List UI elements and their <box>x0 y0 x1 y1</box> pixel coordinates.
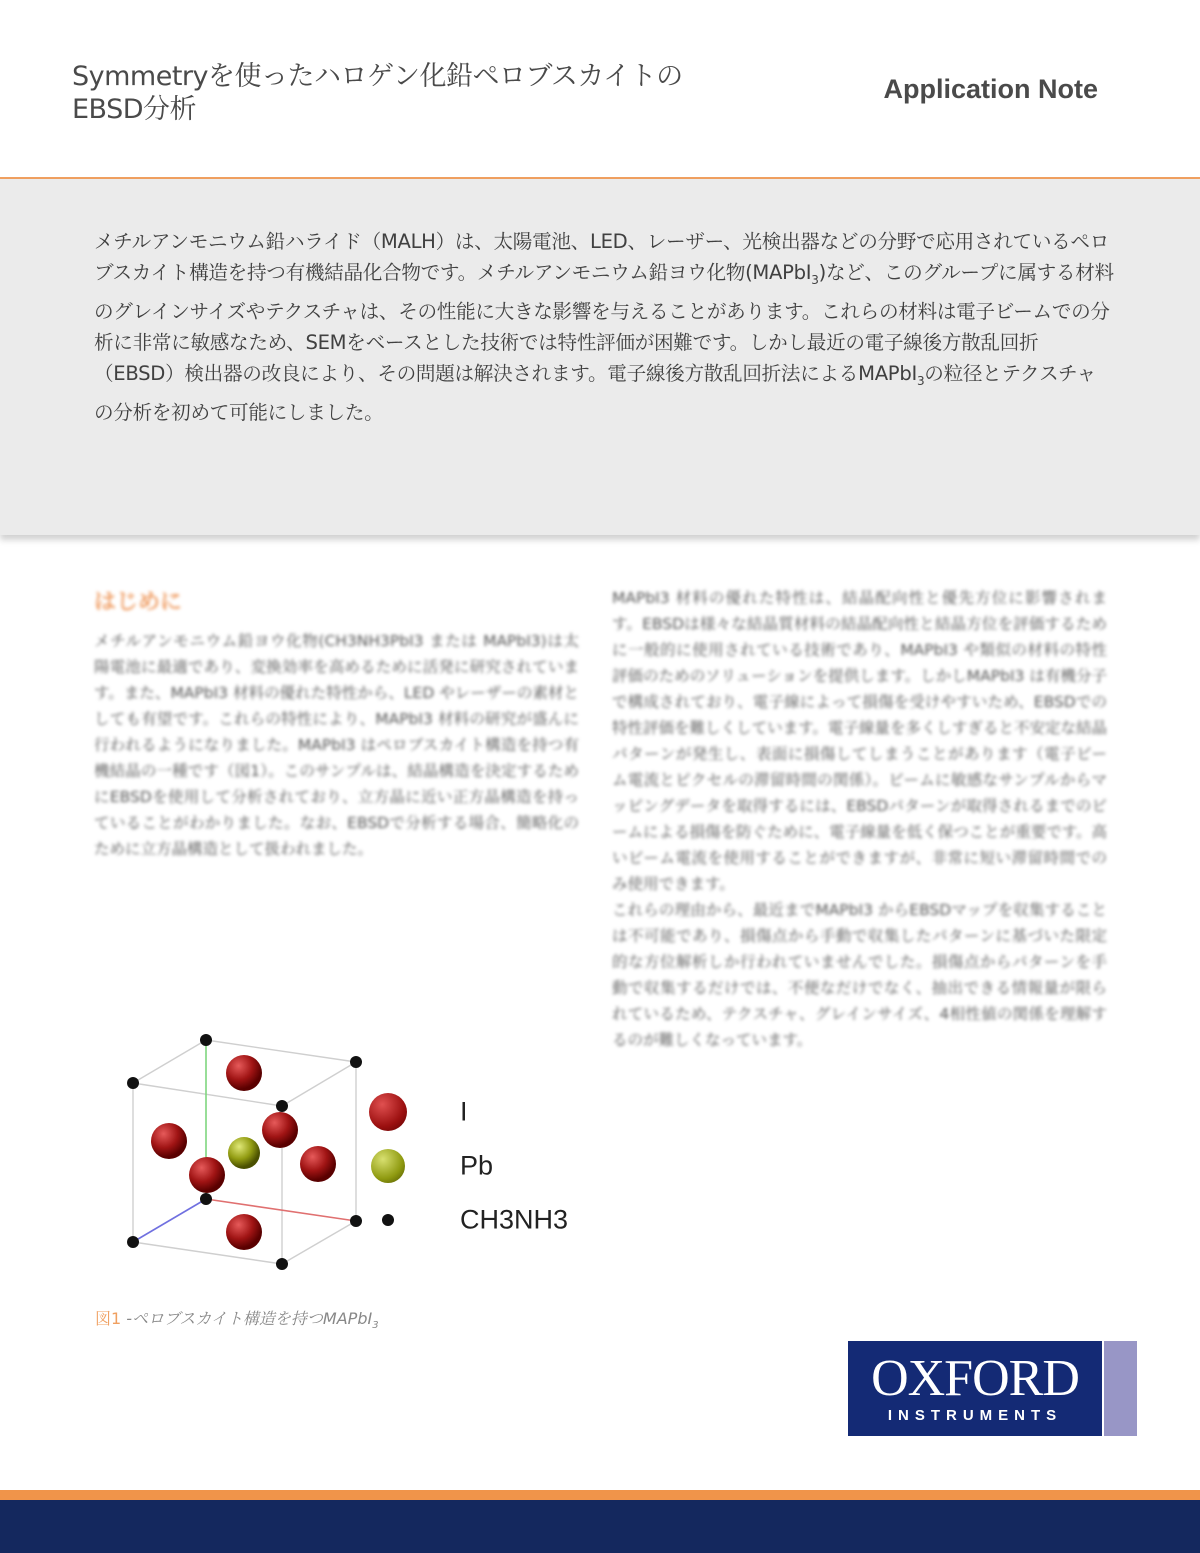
iodine-atom <box>262 1112 298 1148</box>
intro-right-text <box>612 585 1107 1053</box>
left-column <box>94 585 579 862</box>
lead-atom <box>228 1137 260 1169</box>
intro-right-paragraph-1: MAPbI3 材料の優れた特性は、結晶配向性と優先方位に影響されます。EBSDは様々な結晶質材料の結晶配向性と結晶方位を評価するために一般的に使用されている技術であり、MAPbI3 や類似の材料の特性評価のためのソリューションを提供します。しかしMAPbI3 は有機分子で構成されており、電子線によって損傷を受けやすいため、EBSDでの特性評価を難しくしています。電子線量を多くしすぎると不安定な結晶パターンが発生し、表面に損傷してしまうことがあります（電子ビーム電流とピクセルの滞留時間の関係）。ビームに敏感なサンプルからマッピングデータを取得するには、EBSDパターンが取得されるまでのビームによる損傷を防ぐために、電子線量を低く保つことが重要です。高いビーム電流を使用することができますが、非常に短い滞留時間でのみ使用できます。 <box>612 589 1107 893</box>
title-line-2: EBSD分析 <box>72 94 197 125</box>
axis-y <box>133 1199 206 1242</box>
footer-orange-stripe <box>0 1490 1200 1500</box>
figure-caption <box>95 1306 379 1331</box>
abstract-panel <box>0 179 1200 535</box>
lead-swatch <box>371 1149 405 1183</box>
iodine-atom <box>189 1157 225 1193</box>
legend-label-methylammonium: CH3NH3 <box>460 1204 569 1235</box>
logo-wordmark: OXFORD <box>871 1350 1079 1407</box>
iodine-atom <box>226 1214 262 1250</box>
legend-label-lead: Pb <box>460 1150 494 1181</box>
methylammonium-swatch <box>382 1214 394 1226</box>
iodine-atom <box>300 1146 336 1182</box>
abstract-part-1: メチルアンモニウム鉛ハライド（MALH）は、太陽電池、LED、レーザー、光検出器などの分野で応用されているペロブスカイト構造を持つ有機結晶化合物です。メチルアンモニウム鉛ヨウ化物(MAPbI <box>94 230 1110 284</box>
document-type-label: Application Note <box>883 74 1098 104</box>
page-title <box>72 60 772 126</box>
intro-left-paragraph: メチルアンモニウム鉛ヨウ化物(CH3NH3PbI3 または MAPbI3)は太陽電池に最適であり、変換効率を高めるために活発に研究されています。また、MAPbI3 材料の優れた特性から、LED やレーザーの素材としても有望です。これらの特性により、MAPbI3 材料の研究が盛んに行われるようになりました。MAPbI3 はペロブスカイト構造を持つ有機結晶の一種です（図1）。このサンプルは、結晶構造を決定するためにEBSDを使用して分析されており、立方晶に近い正方晶構造を持っていることがわかりました。なお、EBSDで分析する場合、簡略化のために立方晶構造として扱われました。 <box>94 632 579 858</box>
footer-navy-band <box>0 1500 1200 1553</box>
intro-heading: はじめに <box>94 590 183 615</box>
intro-left-text <box>94 628 579 862</box>
figure-caption-subscript: 3 <box>372 1320 379 1332</box>
oxford-instruments-logo <box>848 1341 1102 1436</box>
logo-subtitle: INSTRUMENTS <box>887 1407 1063 1424</box>
perovskite-structure-diagram <box>100 1010 600 1295</box>
figure-caption-text: -ペロブスカイト構造を持つMAPbI <box>121 1309 373 1328</box>
abstract-text <box>94 226 1114 428</box>
axis-x <box>206 1199 356 1221</box>
iodine-atom <box>151 1123 187 1159</box>
abstract-subscript-2: 3 <box>916 373 925 388</box>
abstract-subscript-1: 3 <box>811 272 819 287</box>
legend-label-iodine: I <box>460 1096 468 1127</box>
iodine-atom <box>226 1055 262 1091</box>
page-header <box>0 0 1200 177</box>
intro-right-paragraph-2: これらの理由から、最近までMAPbI3 からEBSDマップを収集することは不可能であり、損傷点から手動で収集したパターンに基づいた限定的な方位解析しか行われていませんでした。損傷点からパターンを手動で収集するだけでは、不便なだけでなく、抽出できる情報量が限られているため、テクスチャ、グレインサイズ、4相性値の関係を理解するのが難しくなっています。 <box>612 901 1107 1049</box>
right-column <box>612 585 1107 1053</box>
logo-accent-bar <box>1104 1341 1137 1436</box>
abstract-part-3: の粒径とテクスチャの分析を初めて可能にしました。 <box>94 361 1096 424</box>
title-line-1: Symmetryを使ったハロゲン化鉛ペロブスカイトの <box>72 61 683 92</box>
figure-number: 図1 <box>95 1309 122 1328</box>
abstract-part-2: )など、このグループに属する材料のグレインサイズやテクスチャは、その性能に大きな影響を与えることがあります。これらの材料は電子ビームでの分析に非常に敏感なため、SEMをベースとした技術では特性評価が困難です。しかし最近の電子線後方散乱回折（EBSD）検出器の改良により、その問題は解決されます。電子線後方散乱回折法によるMAPbI <box>94 261 1114 385</box>
iodine-swatch <box>369 1093 407 1131</box>
